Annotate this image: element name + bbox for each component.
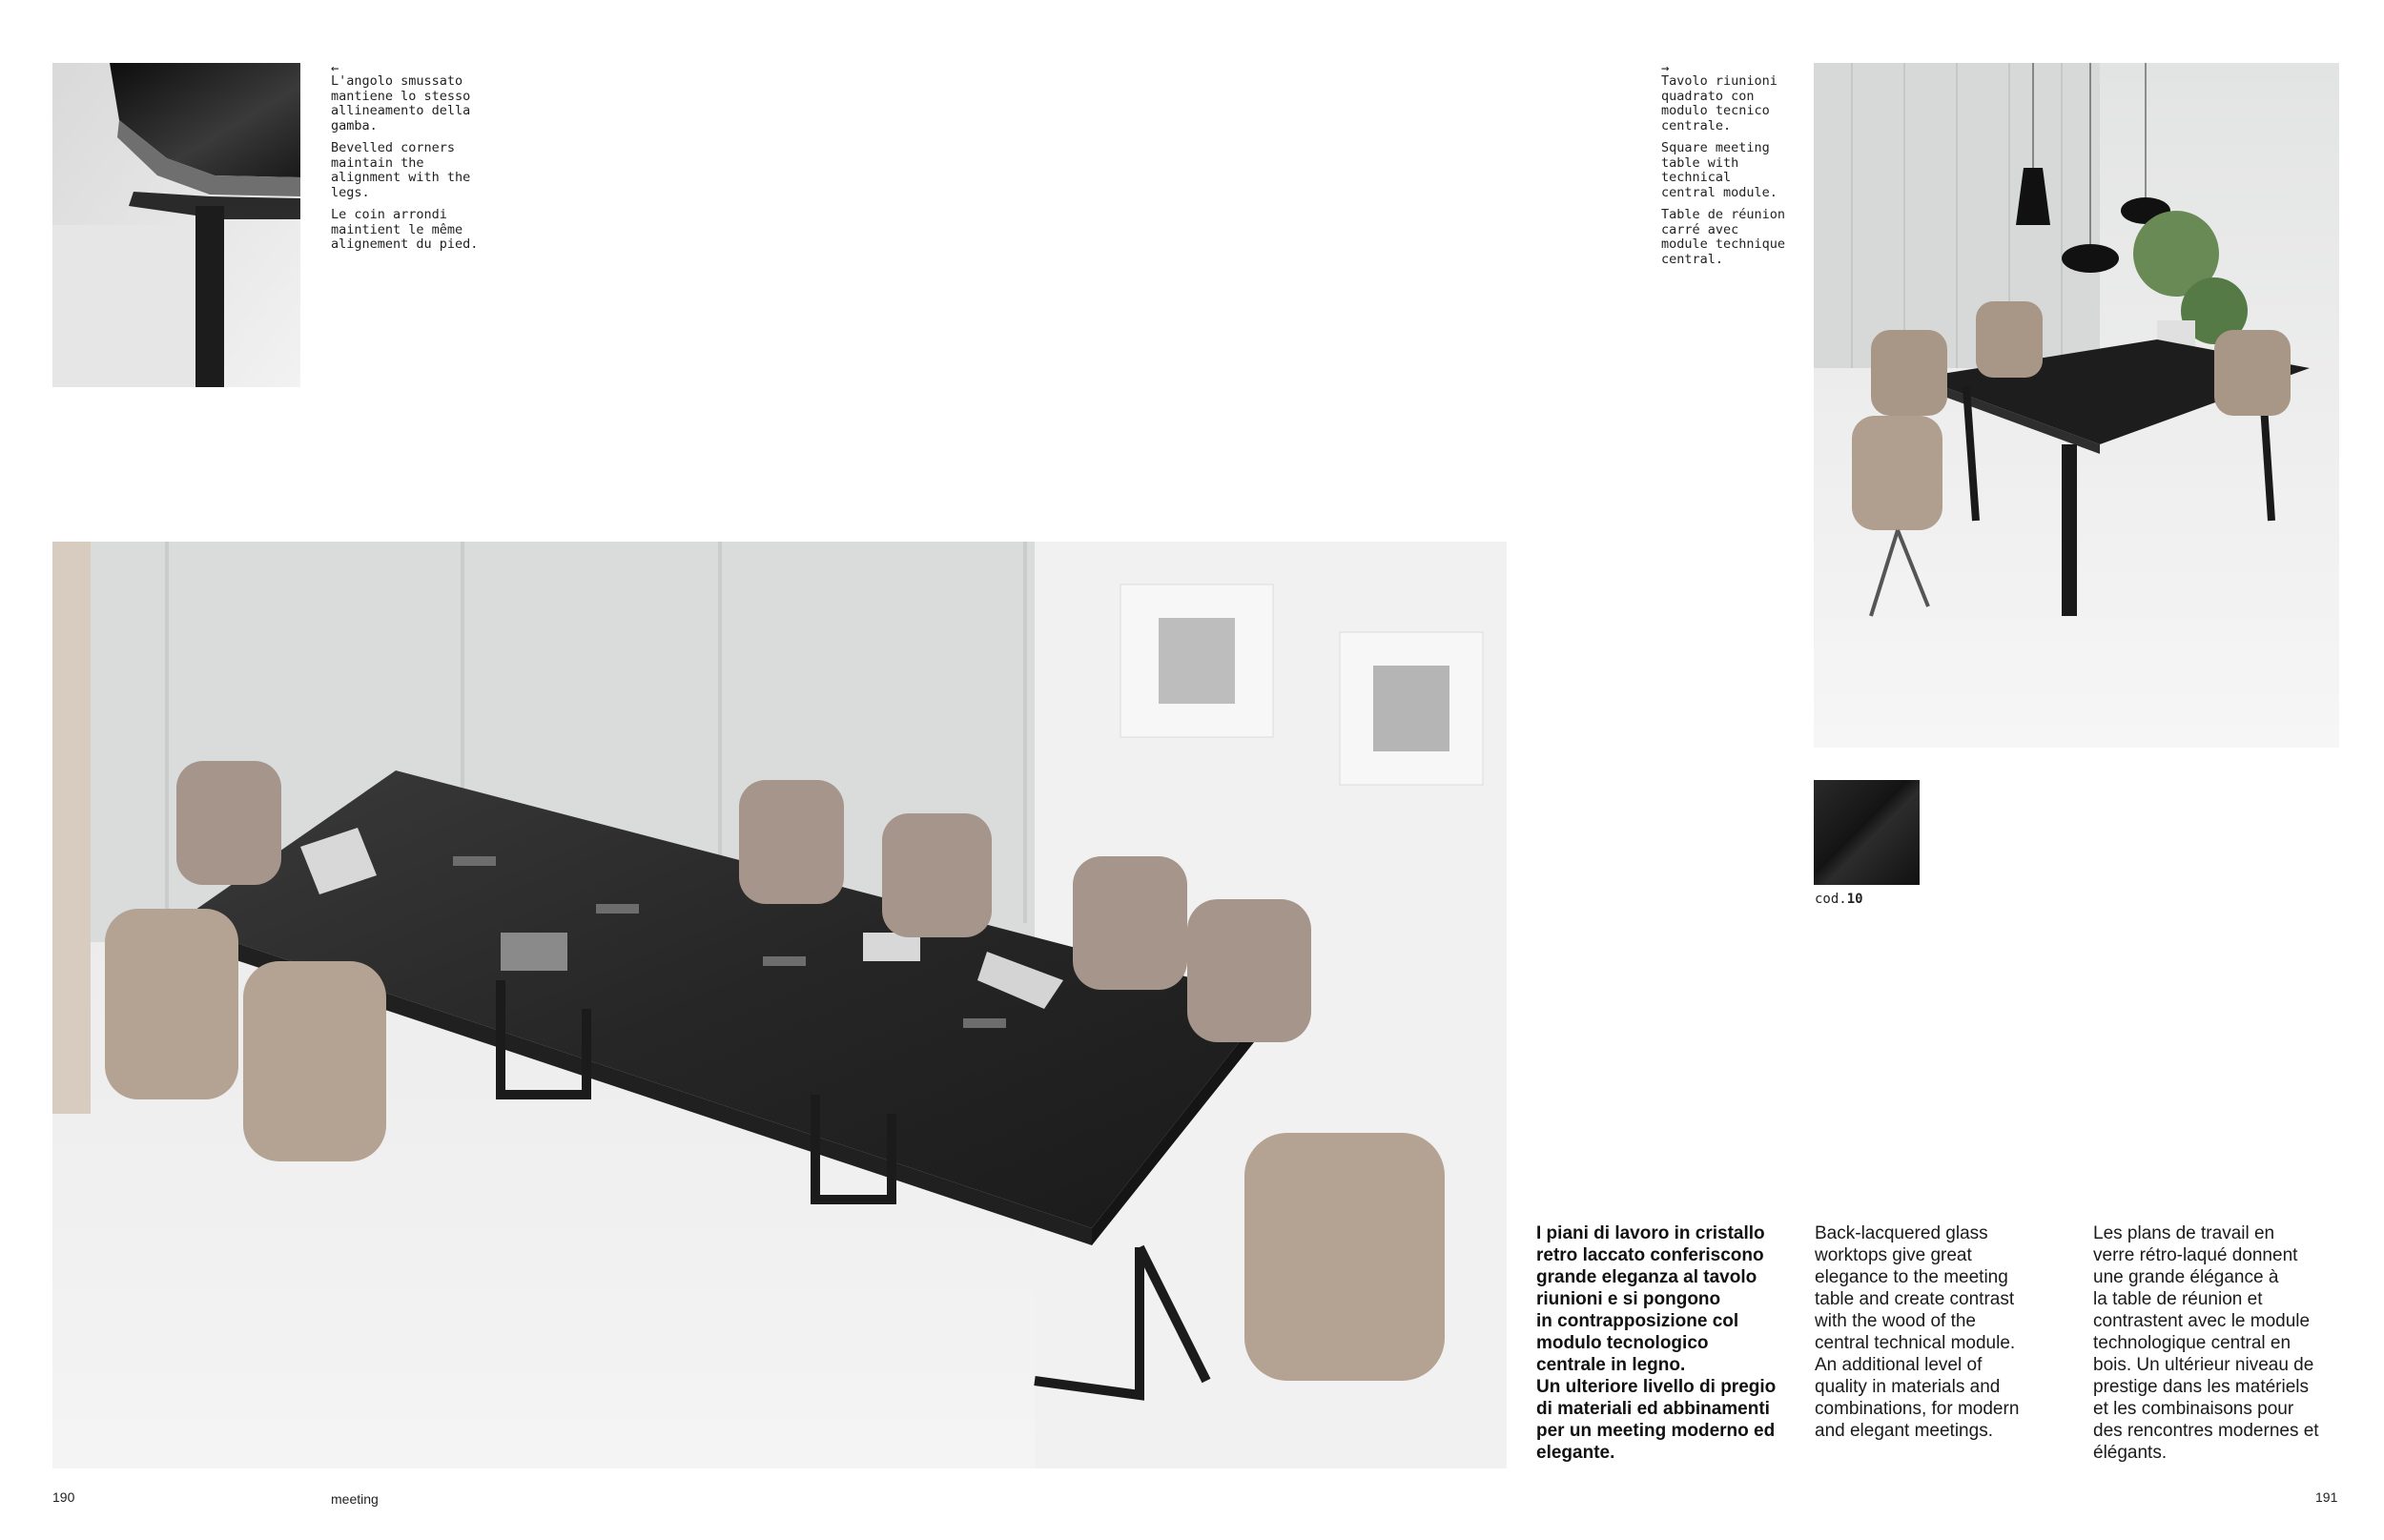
corner-detail-photo [52, 63, 300, 387]
caption-text-en: Square meeting table with technical central module. [1661, 140, 1778, 200]
caption-text-fr: Le coin arrondi maintient le même alignement du pied. [331, 207, 479, 252]
caption-text-en: Bevelled corners maintain the alignment with the legs. [331, 140, 471, 200]
swatch-code-prefix: cod. [1815, 892, 1847, 907]
page-number-left: 190 [52, 1489, 75, 1505]
page-number-right: 191 [2315, 1489, 2338, 1505]
arrow-left-icon: ← [331, 61, 339, 76]
color-swatch [1814, 780, 1920, 885]
main-meeting-table-photo [52, 542, 1507, 1468]
caption-text-it: L'angolo smussato mantiene lo stesso allineamento della gamba. [331, 73, 471, 133]
body-text-italian: I piani di lavoro in cristallo retro laccato conferiscono grande eleganza al tavolo riunioni e si pongono in contrapposizione col modulo tecnologico centrale in legno. Un ulteriore livello di pregio di materiali ed abbinamenti per un meeting moderno ed elegante. [1536, 1223, 1777, 1463]
caption-text-fr: Table de réunion carré avec module technique central. [1661, 207, 1786, 267]
caption-square-table [1661, 63, 1804, 275]
square-table-photo [1814, 63, 2339, 748]
caption-corner-detail [331, 63, 503, 260]
swatch-code [1815, 893, 1863, 908]
arrow-right-icon: → [1661, 61, 1670, 76]
body-text-french: Les plans de travail en verre rétro-laqué donnent une grande élégance à la table de réunion et contrastent avec le module technologique central en bois. Un ultérieur niveau de prestige dans les matériels et les combinaisons pour des rencontres modernes et élégants. [2093, 1223, 2319, 1463]
body-text-english: Back-lacquered glass worktops give great elegance to the meeting table and create contrast with the wood of the central technical module. An additional level of quality in materials and combinations, for modern and elegant meetings. [1815, 1223, 2020, 1441]
swatch-code-number: 10 [1846, 892, 1863, 907]
caption-text-it: Tavolo riunioni quadrato con modulo tecnico centrale. [1661, 73, 1778, 133]
section-label: meeting [331, 1491, 379, 1507]
